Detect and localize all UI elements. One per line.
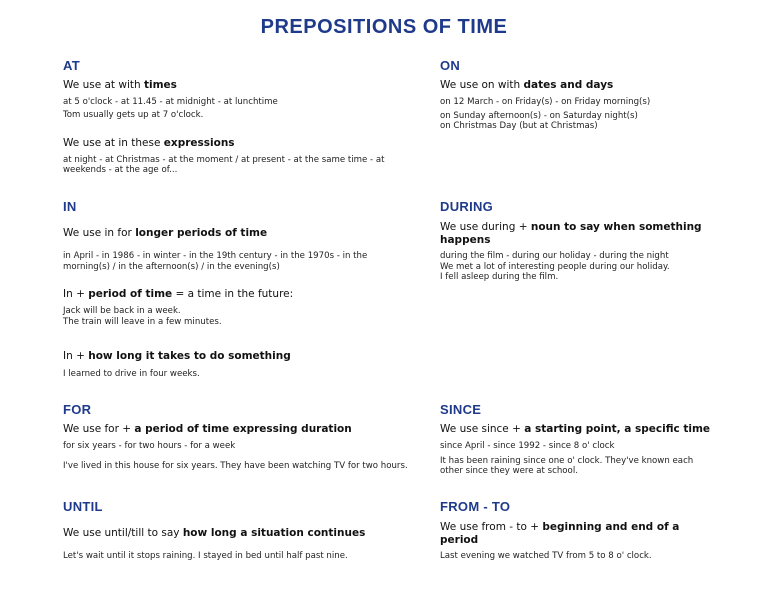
example-line: I learned to drive in four weeks.	[63, 369, 200, 379]
example-line: I fell asleep during the film.	[440, 272, 559, 282]
section-heading-at: AT	[63, 58, 80, 73]
rule-text: We use during + noun to say when something	[440, 221, 702, 233]
section-heading-since: SINCE	[440, 402, 482, 417]
example-line: at 5 o'clock - at 11.45 - at midnight - at lunchtime	[63, 97, 278, 107]
example-line: weekends - at the age of...	[63, 165, 178, 175]
rule-text: In + how long it takes to do something	[63, 350, 291, 362]
example-line: Jack will be back in a week.	[63, 306, 181, 316]
section-heading-from-to: FROM - TO	[440, 499, 511, 514]
rule-text: We use in for longer periods of time	[63, 227, 268, 239]
example-line: Let's wait until it stops raining. I stayed in bed until half past nine.	[63, 551, 348, 561]
rule-text: We use on with dates and days	[440, 79, 614, 91]
rule-text: In + period of time = a time in the future:	[63, 288, 294, 300]
rule-text: We use since + a starting point, a specific time	[440, 423, 711, 435]
section-heading-during: DURING	[440, 199, 494, 214]
example-line: I've lived in this house for six years. They have been watching TV for two hours.	[63, 461, 408, 471]
example-line: for six years - for two hours - for a week	[63, 441, 236, 451]
section-heading-for: FOR	[63, 402, 92, 417]
section-heading-until: UNTIL	[63, 499, 103, 514]
rule-text: We use at in these expressions	[63, 137, 235, 149]
rule-text: We use until/till to say how long a situation continues	[63, 527, 366, 539]
example-line: We met a lot of interesting people during our holiday.	[440, 262, 670, 272]
rule-text: We use from - to + beginning and end of a	[440, 521, 680, 533]
example-line: Tom usually gets up at 7 o'clock.	[63, 110, 204, 120]
example-line: since April - since 1992 - since 8 o' clock	[440, 441, 615, 451]
example-line: morning(s) / in the afternoon(s) / in the evening(s)	[63, 262, 280, 272]
example-line: on Christmas Day (but at Christmas)	[440, 121, 598, 131]
rule-text: We use for + a period of time expressing duration	[63, 423, 352, 435]
example-line: other since they were at school.	[440, 466, 578, 476]
rule-text-cont: period	[440, 534, 479, 546]
example-line: during the film - during our holiday - during the night	[440, 251, 669, 261]
example-line: The train will leave in a few minutes.	[63, 317, 222, 327]
example-line: It has been raining since one o' clock. They've known each	[440, 456, 694, 466]
section-heading-in: IN	[63, 199, 77, 214]
example-line: in April - in 1986 - in winter - in the 19th century - in the 1970s - in the	[63, 251, 368, 261]
rule-text-cont: happens	[440, 234, 491, 246]
example-line: on Sunday afternoon(s) - on Saturday night(s)	[440, 111, 638, 121]
example-line: on 12 March - on Friday(s) - on Friday morning(s)	[440, 97, 651, 107]
page-title: PREPOSITIONS OF TIME	[260, 16, 508, 38]
section-heading-on: ON	[440, 58, 461, 73]
example-line: at night - at Christmas - at the moment / at present - at the same time - at	[63, 155, 385, 165]
example-line: Last evening we watched TV from 5 to 8 o' clock.	[440, 551, 652, 561]
rule-text: We use at with times	[63, 79, 177, 91]
